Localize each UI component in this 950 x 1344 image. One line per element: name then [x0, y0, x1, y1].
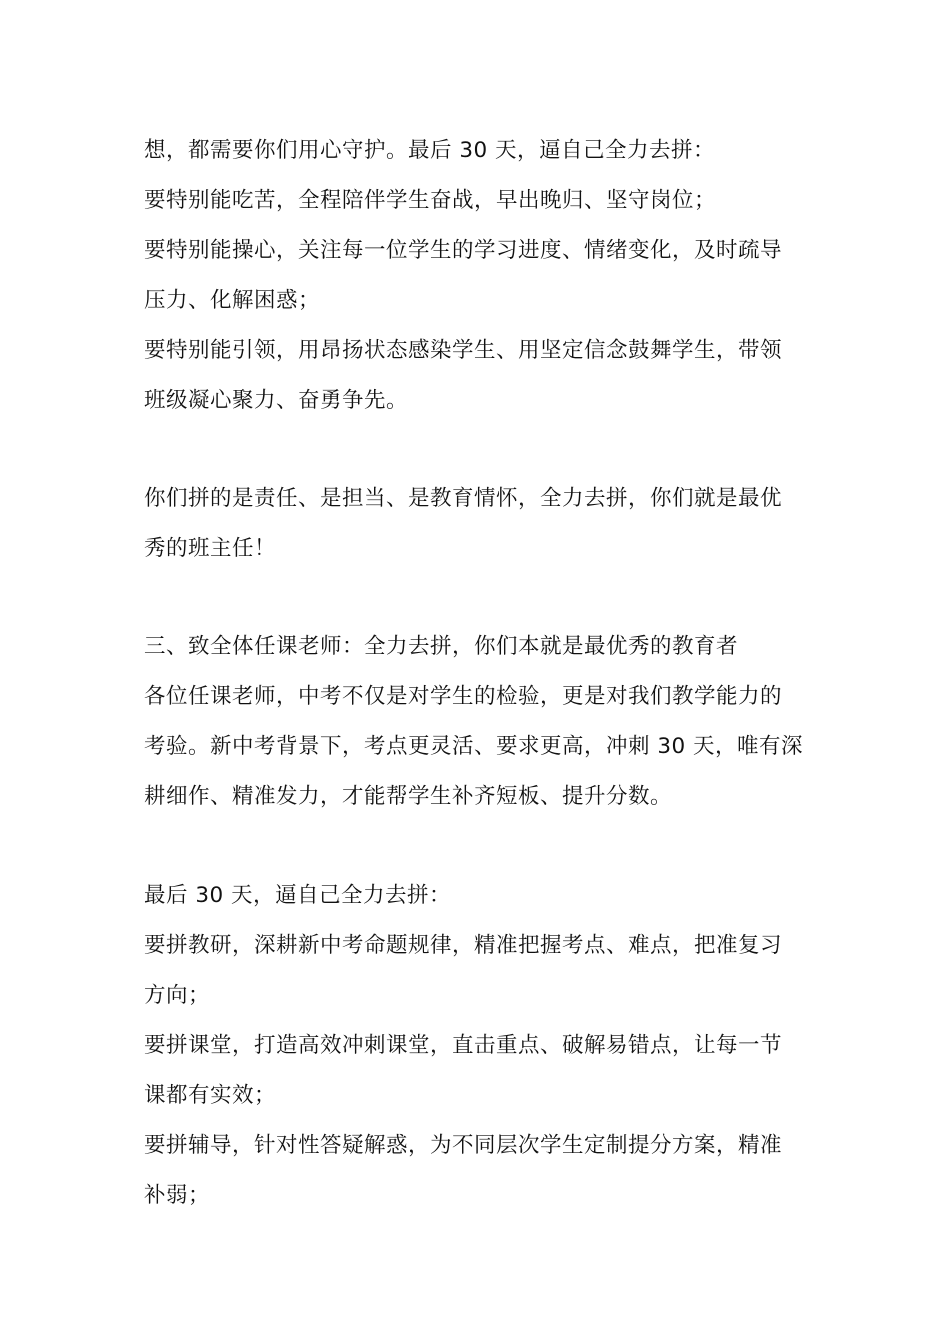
text-line: 要拼辅导，针对性答疑解惑，为不同层次学生定制提分方案，精准	[144, 1133, 783, 1158]
text-line: 各位任课老师，中考不仅是对学生的检验，更是对我们教学能力的	[144, 684, 783, 709]
text-line: 最后 30 天，逼自己全力去拼：	[144, 883, 452, 908]
text-line: 秀的班主任！	[144, 536, 277, 561]
text-line: 想，都需要你们用心守护。最后 30 天，逼自己全力去拼：	[144, 138, 716, 163]
text-line: 班级凝心聚力、奋勇争先。	[144, 388, 409, 413]
text-line: 压力、化解困惑；	[144, 288, 321, 313]
text-line: 方向；	[144, 983, 211, 1008]
text-line: 课都有实效；	[144, 1083, 277, 1108]
text-line: 要拼教研，深耕新中考命题规律，精准把握考点、难点，把准复习	[144, 933, 783, 958]
text-line: 你们拼的是责任、是担当、是教育情怀，全力去拼，你们就是最优	[144, 486, 783, 511]
section-heading: 三、致全体任课老师：全力去拼，你们本就是最优秀的教育者	[144, 634, 739, 659]
text-line: 考验。新中考背景下，考点更灵活、要求更高，冲刺 30 天，唯有深	[144, 734, 804, 759]
text-line: 要特别能操心，关注每一位学生的学习进度、情绪变化，及时疏导	[144, 238, 783, 263]
text-line: 要特别能吃苦，全程陪伴学生奋战，早出晚归、坚守岗位；	[144, 188, 717, 213]
text-line: 耕细作、精准发力，才能帮学生补齐短板、提升分数。	[144, 784, 673, 809]
text-line: 要特别能引领，用昂扬状态感染学生、用坚定信念鼓舞学生，带领	[144, 338, 783, 363]
text-line: 要拼课堂，打造高效冲刺课堂，直击重点、破解易错点，让每一节	[144, 1033, 783, 1058]
text-line: 补弱；	[144, 1183, 211, 1208]
